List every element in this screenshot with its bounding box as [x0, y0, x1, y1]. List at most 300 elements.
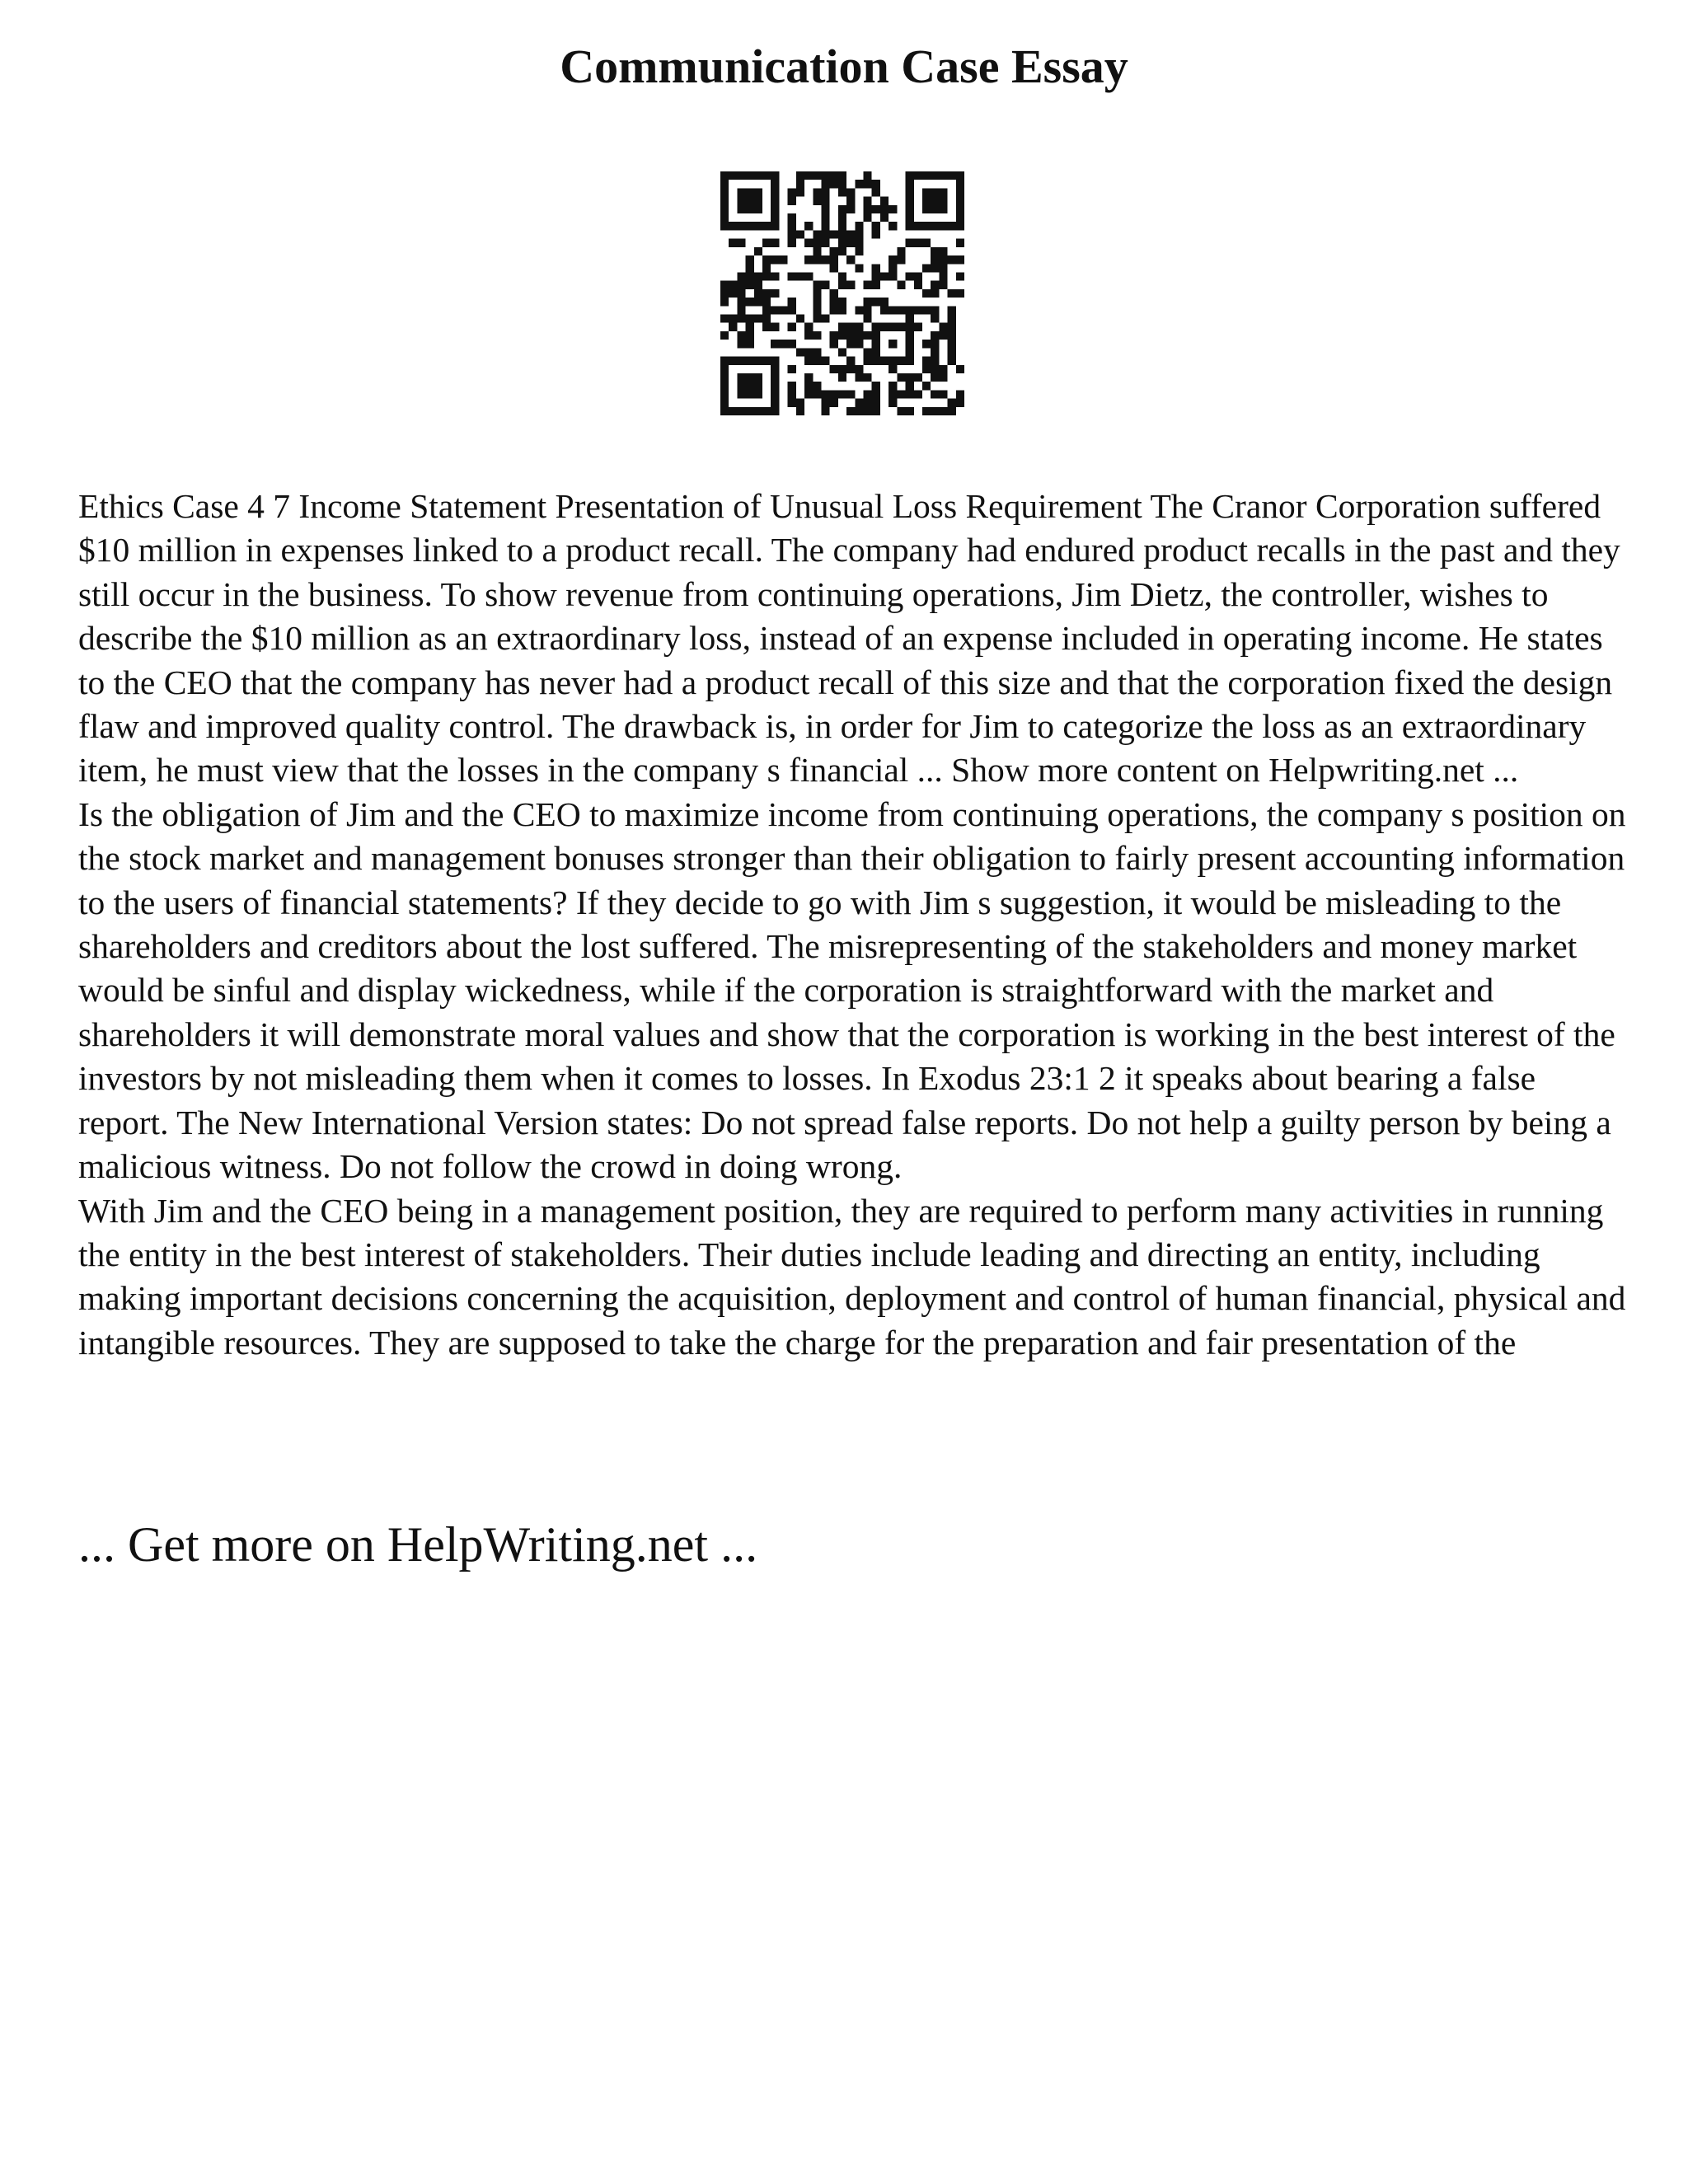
- qr-module: [771, 306, 779, 314]
- qr-module: [956, 399, 964, 407]
- essay-paragraph-2: Is the obligation of Jim and the CEO to maximize income from continuing operations, the company s position on the stock market and management bonuses stronger than their obligation to fairly present accounting information to the users of financial statements? If they decide to go with Jim s suggestion, it would be misleading to the shareholders and creditors about the lost suffered. The misrepresenting of the stakeholders and money market would be sinful and display wickedness, while if the corporation is straightforward with the market and shareholders it will demonstrate moral values and show that the corporation is working in the best interest of the investors by not misleading them when it comes to losses. In Exodus 23:1 2 it speaks about bearing a false report. The New International Version states: Do not spread false reports. Do not help a guilty person by being a malicious witness. Do not follow the crowd in doing wrong.: [78, 794, 1626, 1186]
- qr-module: [906, 188, 914, 196]
- qr-module: [846, 239, 855, 247]
- qr-module: [796, 230, 804, 238]
- qr-module: [914, 281, 922, 289]
- qr-module: [746, 205, 754, 213]
- qr-module: [804, 171, 813, 180]
- qr-module: [804, 357, 813, 365]
- qr-module: [889, 205, 897, 213]
- qr-module: [737, 357, 745, 365]
- qr-module: [939, 255, 947, 264]
- qr-module: [754, 298, 762, 306]
- qr-module: [813, 331, 821, 340]
- qr-module: [889, 323, 897, 331]
- qr-module: [948, 348, 956, 356]
- qr-module: [897, 306, 905, 314]
- qr-module: [754, 205, 762, 213]
- qr-module: [821, 205, 829, 213]
- qr-module: [737, 222, 745, 230]
- qr-module: [771, 255, 779, 264]
- qr-module: [762, 357, 771, 365]
- qr-module: [906, 222, 914, 230]
- qr-module: [729, 407, 737, 415]
- qr-module: [746, 331, 754, 340]
- qr-module: [746, 373, 754, 382]
- qr-module: [813, 255, 821, 264]
- qr-module: [830, 340, 838, 348]
- qr-module: [729, 323, 737, 331]
- qr-module: [948, 289, 956, 298]
- qr-module: [746, 171, 754, 180]
- qr-module: [872, 222, 880, 230]
- qr-module: [906, 306, 914, 314]
- qr-module: [855, 373, 863, 382]
- qr-module: [771, 289, 779, 298]
- qr-module: [830, 255, 838, 264]
- qr-module: [931, 171, 939, 180]
- qr-module: [864, 331, 872, 340]
- qr-module: [939, 272, 947, 280]
- qr-module: [931, 205, 939, 213]
- qr-module: [914, 390, 922, 398]
- qr-module: [939, 188, 947, 196]
- qr-module: [889, 399, 897, 407]
- qr-module: [897, 281, 905, 289]
- qr-module: [872, 281, 880, 289]
- qr-module: [737, 188, 745, 196]
- qr-module: [804, 323, 813, 331]
- qr-module: [830, 365, 838, 373]
- qr-module: [813, 289, 821, 298]
- qr-module: [830, 247, 838, 255]
- qr-module: [804, 348, 813, 356]
- qr-module: [746, 298, 754, 306]
- qr-module: [838, 205, 846, 213]
- qr-module: [931, 197, 939, 205]
- qr-module: [754, 315, 762, 323]
- qr-module: [737, 315, 745, 323]
- qr-module: [846, 205, 855, 213]
- qr-module: [788, 399, 796, 407]
- qr-module: [931, 331, 939, 340]
- qr-module: [914, 239, 922, 247]
- qr-module: [838, 373, 846, 382]
- qr-module: [796, 180, 804, 188]
- qr-module: [855, 180, 863, 188]
- qr-module: [931, 407, 939, 415]
- qr-module: [889, 264, 897, 272]
- qr-module: [872, 357, 880, 365]
- qr-module: [855, 264, 863, 272]
- qr-module: [754, 357, 762, 365]
- qr-module: [846, 357, 855, 365]
- qr-module: [813, 382, 821, 390]
- qr-module: [729, 289, 737, 298]
- qr-module: [956, 255, 964, 264]
- qr-module: [864, 213, 872, 222]
- qr-module: [872, 230, 880, 238]
- qr-module: [889, 255, 897, 264]
- qr-module: [737, 298, 745, 306]
- qr-module: [720, 315, 729, 323]
- qr-module: [796, 171, 804, 180]
- qr-module: [779, 340, 787, 348]
- qr-module: [948, 171, 956, 180]
- qr-module: [922, 222, 931, 230]
- qr-module: [939, 281, 947, 289]
- qr-module: [771, 180, 779, 188]
- qr-module: [855, 407, 863, 415]
- qr-module: [889, 272, 897, 280]
- qr-module: [737, 289, 745, 298]
- qr-module: [771, 373, 779, 382]
- qr-module: [889, 390, 897, 398]
- qr-module: [720, 390, 729, 398]
- qr-module: [931, 340, 939, 348]
- qr-module: [729, 171, 737, 180]
- qr-module: [906, 357, 914, 365]
- qr-module: [897, 323, 905, 331]
- qr-module: [922, 239, 931, 247]
- qr-module: [729, 357, 737, 365]
- qr-module: [754, 272, 762, 280]
- qr-module: [864, 407, 872, 415]
- qr-module: [838, 180, 846, 188]
- qr-module: [914, 323, 922, 331]
- qr-module: [821, 188, 829, 196]
- qr-module: [720, 399, 729, 407]
- qr-module: [846, 197, 855, 205]
- qr-module: [746, 340, 754, 348]
- qr-module: [746, 281, 754, 289]
- qr-module: [906, 239, 914, 247]
- qr-module: [821, 407, 829, 415]
- qr-module: [914, 272, 922, 280]
- qr-module: [788, 382, 796, 390]
- qr-module: [939, 390, 947, 398]
- qr-module: [737, 239, 745, 247]
- qr-module: [720, 171, 729, 180]
- qr-module: [720, 205, 729, 213]
- qr-module: [855, 230, 863, 238]
- qr-module: [922, 382, 931, 390]
- qr-module: [846, 331, 855, 340]
- qr-module: [880, 306, 889, 314]
- qr-module: [754, 390, 762, 398]
- essay-body: [78, 485, 1628, 1365]
- qr-module: [821, 357, 829, 365]
- qr-module: [788, 390, 796, 398]
- qr-module: [771, 357, 779, 365]
- qr-module: [788, 365, 796, 373]
- qr-module: [804, 222, 813, 230]
- qr-module: [771, 213, 779, 222]
- qr-module: [864, 205, 872, 213]
- qr-module: [796, 399, 804, 407]
- qr-module: [864, 306, 872, 314]
- qr-module: [729, 222, 737, 230]
- qr-module: [830, 230, 838, 238]
- qr-module: [821, 180, 829, 188]
- qr-module: [838, 247, 846, 255]
- qr-module: [880, 323, 889, 331]
- qr-module: [737, 205, 745, 213]
- qr-module: [922, 407, 931, 415]
- qr-module: [931, 365, 939, 373]
- qr-module: [813, 239, 821, 247]
- qr-module: [821, 171, 829, 180]
- qr-module: [720, 373, 729, 382]
- qr-module: [922, 171, 931, 180]
- qr-module: [788, 306, 796, 314]
- qr-module: [914, 222, 922, 230]
- qr-module: [939, 323, 947, 331]
- qr-module: [779, 306, 787, 314]
- qr-module: [771, 205, 779, 213]
- qr-module: [737, 340, 745, 348]
- qr-module: [720, 213, 729, 222]
- qr-module: [956, 188, 964, 196]
- qr-module: [821, 230, 829, 238]
- qr-module: [771, 340, 779, 348]
- qr-module: [855, 222, 863, 230]
- qr-module: [746, 188, 754, 196]
- qr-module: [931, 315, 939, 323]
- qr-module: [838, 230, 846, 238]
- qr-module: [846, 255, 855, 264]
- qr-module: [754, 382, 762, 390]
- qr-module: [720, 180, 729, 188]
- qr-module: [956, 222, 964, 230]
- qr-module: [720, 197, 729, 205]
- qr-module: [821, 197, 829, 205]
- qr-module: [720, 365, 729, 373]
- qr-module: [846, 188, 855, 196]
- qr-module: [746, 272, 754, 280]
- qr-module: [948, 331, 956, 340]
- qr-module: [830, 264, 838, 272]
- qr-module: [855, 323, 863, 331]
- qr-module: [720, 289, 729, 298]
- qr-module: [720, 281, 729, 289]
- qr-module: [846, 323, 855, 331]
- qr-module: [939, 264, 947, 272]
- qr-module: [906, 205, 914, 213]
- qr-module: [906, 407, 914, 415]
- qr-module: [830, 289, 838, 298]
- qr-module: [838, 331, 846, 340]
- qr-module: [897, 247, 905, 255]
- qr-module: [956, 171, 964, 180]
- qr-module: [906, 180, 914, 188]
- qr-module: [746, 222, 754, 230]
- qr-module: [729, 315, 737, 323]
- qr-module: [788, 340, 796, 348]
- qr-module: [813, 348, 821, 356]
- qr-module: [737, 373, 745, 382]
- get-more-link[interactable]: ... Get more on HelpWriting.net ...: [78, 1517, 758, 1572]
- qr-module: [796, 348, 804, 356]
- qr-module: [746, 197, 754, 205]
- qr-module: [754, 289, 762, 298]
- qr-module: [948, 315, 956, 323]
- qr-module: [939, 373, 947, 382]
- qr-code-icon: [720, 171, 964, 415]
- qr-module: [906, 315, 914, 323]
- qr-module: [788, 188, 796, 196]
- qr-module: [939, 205, 947, 213]
- qr-module: [788, 298, 796, 306]
- qr-module: [956, 205, 964, 213]
- qr-module: [746, 323, 754, 331]
- qr-module: [838, 213, 846, 222]
- essay-paragraph-3: With Jim and the CEO being in a management position, they are required to perform many activities in running the entity in the best interest of stakeholders. Their duties include leading and directing an entity, including making important decisions concerning the acquisition, deployment and control of human financial, physical and intangible resources. They are supposed to take the charge for the preparation and fair presentation of the: [78, 1191, 1626, 1361]
- qr-module: [855, 306, 863, 314]
- qr-module: [821, 255, 829, 264]
- qr-module: [737, 272, 745, 280]
- qr-module: [872, 407, 880, 415]
- qr-module: [889, 340, 897, 348]
- qr-module: [754, 407, 762, 415]
- qr-module: [788, 239, 796, 247]
- qr-module: [922, 306, 931, 314]
- qr-module: [720, 222, 729, 230]
- qr-module: [762, 315, 771, 323]
- qr-module: [880, 205, 889, 213]
- qr-module: [754, 247, 762, 255]
- qr-module: [720, 188, 729, 196]
- qr-module: [804, 331, 813, 340]
- qr-module: [762, 306, 771, 314]
- qr-module: [821, 315, 829, 323]
- qr-module: [906, 323, 914, 331]
- qr-module: [771, 272, 779, 280]
- qr-module: [855, 365, 863, 373]
- qr-module: [956, 213, 964, 222]
- qr-module: [754, 171, 762, 180]
- qr-module: [897, 373, 905, 382]
- qr-module: [948, 340, 956, 348]
- qr-module: [762, 222, 771, 230]
- qr-module: [746, 382, 754, 390]
- qr-module: [948, 399, 956, 407]
- qr-module: [948, 306, 956, 314]
- qr-module: [864, 315, 872, 323]
- qr-module: [754, 188, 762, 196]
- qr-module: [838, 306, 846, 314]
- qr-module: [880, 197, 889, 205]
- qr-module: [788, 272, 796, 280]
- qr-module: [762, 272, 771, 280]
- qr-module: [855, 239, 863, 247]
- qr-module: [821, 399, 829, 407]
- qr-module: [737, 171, 745, 180]
- qr-module: [796, 407, 804, 415]
- qr-module: [813, 247, 821, 255]
- qr-module: [872, 180, 880, 188]
- qr-module: [788, 197, 796, 205]
- qr-module: [956, 180, 964, 188]
- qr-module: [804, 255, 813, 264]
- qr-module: [914, 373, 922, 382]
- qr-module: [830, 171, 838, 180]
- qr-module: [956, 239, 964, 247]
- qr-module: [931, 348, 939, 356]
- qr-module: [864, 373, 872, 382]
- qr-module: [720, 331, 729, 340]
- qr-module: [956, 365, 964, 373]
- qr-module: [838, 281, 846, 289]
- qr-module: [813, 281, 821, 289]
- qr-module: [864, 298, 872, 306]
- qr-module: [855, 247, 863, 255]
- qr-module: [788, 230, 796, 238]
- qr-module: [838, 188, 846, 196]
- qr-module: [746, 390, 754, 398]
- qr-module: [956, 197, 964, 205]
- qr-module: [931, 289, 939, 298]
- qr-module: [804, 239, 813, 247]
- qr-module: [720, 298, 729, 306]
- qr-module: [771, 197, 779, 205]
- qr-module: [880, 298, 889, 306]
- qr-module: [864, 348, 872, 356]
- qr-module: [838, 171, 846, 180]
- qr-module: [948, 222, 956, 230]
- qr-module: [771, 239, 779, 247]
- qr-module: [779, 255, 787, 264]
- qr-module: [804, 390, 813, 398]
- qr-module: [846, 365, 855, 373]
- qr-module: [939, 197, 947, 205]
- qr-module: [754, 281, 762, 289]
- qr-module: [720, 407, 729, 415]
- qr-module: [720, 382, 729, 390]
- qr-module: [872, 340, 880, 348]
- qr-module: [737, 197, 745, 205]
- qr-module: [939, 171, 947, 180]
- qr-module: [762, 407, 771, 415]
- qr-module: [830, 180, 838, 188]
- qr-module: [720, 357, 729, 365]
- qr-module: [889, 365, 897, 373]
- qr-module: [922, 197, 931, 205]
- qr-module: [906, 213, 914, 222]
- qr-module: [737, 331, 745, 340]
- qr-module: [838, 298, 846, 306]
- qr-module: [737, 407, 745, 415]
- qr-module: [889, 306, 897, 314]
- qr-module: [931, 281, 939, 289]
- qr-module: [914, 171, 922, 180]
- qr-module: [872, 390, 880, 398]
- qr-module: [846, 407, 855, 415]
- qr-module: [906, 331, 914, 340]
- qr-module: [771, 390, 779, 398]
- qr-module: [906, 348, 914, 356]
- qr-module: [846, 390, 855, 398]
- qr-module: [872, 348, 880, 356]
- qr-module: [956, 289, 964, 298]
- qr-module: [838, 239, 846, 247]
- qr-module: [872, 264, 880, 272]
- qr-module: [872, 205, 880, 213]
- qr-module: [821, 213, 829, 222]
- qr-module: [922, 289, 931, 298]
- qr-module: [872, 272, 880, 280]
- qr-module: [948, 255, 956, 264]
